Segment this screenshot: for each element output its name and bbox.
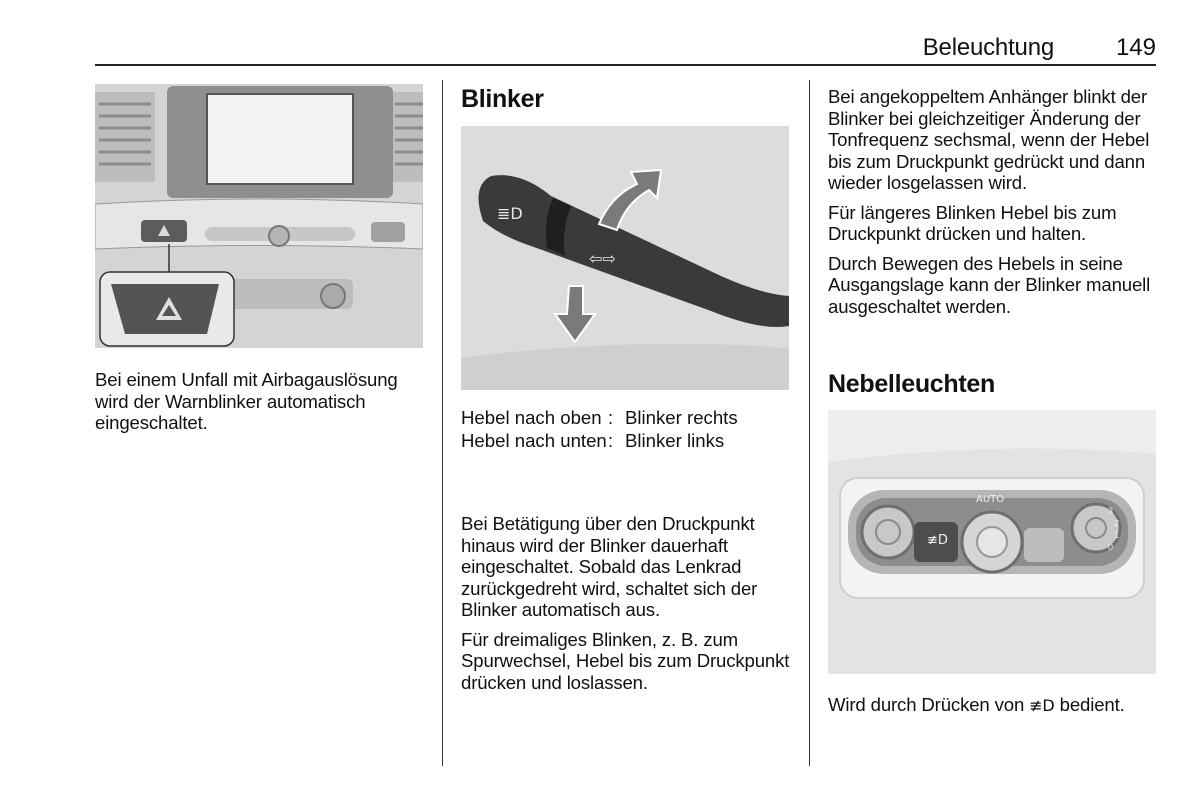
column-divider-right (809, 80, 810, 766)
running-header-title: Beleuchtung (922, 34, 1054, 61)
fog-light-switch-figure (828, 410, 1156, 674)
trailer-body-text (828, 86, 1158, 325)
paragraph: Für längeres Blinken Hebel bis zum Druckpunkt drücken und halten. (828, 201, 1117, 244)
blinker-body-text (461, 513, 791, 701)
legend-definition: Blinker links (625, 429, 725, 451)
legend-definition: Blinker rechts (625, 407, 738, 428)
legend-row (461, 407, 791, 429)
legend-term: Hebel nach oben (461, 407, 602, 428)
page-number: 149 (1115, 34, 1156, 61)
legend-separator: : (608, 429, 614, 451)
svg-text:≣D: ≣D (497, 204, 523, 223)
paragraph: Durch Bewegen des Hebels in seine Ausgangslage kann der Blinker manuell ausgeschaltet werden. (828, 252, 1151, 317)
paragraph: Bei angekoppeltem Anhänger blinkt der Blinker bei gleichzeitiger Änderung der Tonfrequenz sechsmal, wenn der Hebel bis zum Druckpunkt gedrückt und dann wieder losgelassen wird. (828, 86, 1150, 193)
section-heading-blinker: Blinker (461, 85, 544, 113)
fog-light-symbol-icon: ≢D (1029, 696, 1055, 715)
header-rule (95, 64, 1156, 66)
svg-text:⇦⇨: ⇦⇨ (589, 249, 616, 268)
legend-separator: : (608, 407, 614, 428)
legend-row (461, 430, 791, 452)
lever-legend (461, 407, 791, 452)
hazard-warning-figure (95, 84, 423, 348)
caption-text: bedient. (1059, 694, 1125, 715)
fog-light-caption (828, 694, 1158, 717)
turn-signal-lever-figure (461, 126, 789, 390)
paragraph: Bei Betätigung über den Druckpunkt hinaus wird der Blinker dauerhaft eingeschaltet. Sobald das Lenkrad zurückgedreht wird, schaltet sich der Blinker automatisch aus. (461, 513, 758, 620)
knob-mark: 0 (1108, 542, 1114, 552)
knob-mark: 3 (1108, 506, 1114, 516)
paragraph: Für dreimaliges Blinken, z. B. zum Spurwechsel, Hebel bis zum Druckpunkt drücken und loslassen. (461, 628, 790, 693)
fog-light-icon: ≢D (927, 533, 948, 548)
auto-label: AUTO (976, 494, 1005, 505)
hazard-warning-caption: Bei einem Unfall mit Airbagauslösung wird der Warnblinker automatisch eingeschaltet. (95, 369, 398, 433)
section-heading-nebelleuchten: Nebelleuchten (828, 370, 995, 398)
caption-text: Wird durch Drücken von (828, 694, 1025, 715)
knob-mark: 1 (1114, 530, 1120, 540)
knob-mark: 2 (1114, 518, 1120, 528)
legend-term: Hebel nach unten (461, 429, 607, 451)
column-divider-left (442, 80, 443, 766)
